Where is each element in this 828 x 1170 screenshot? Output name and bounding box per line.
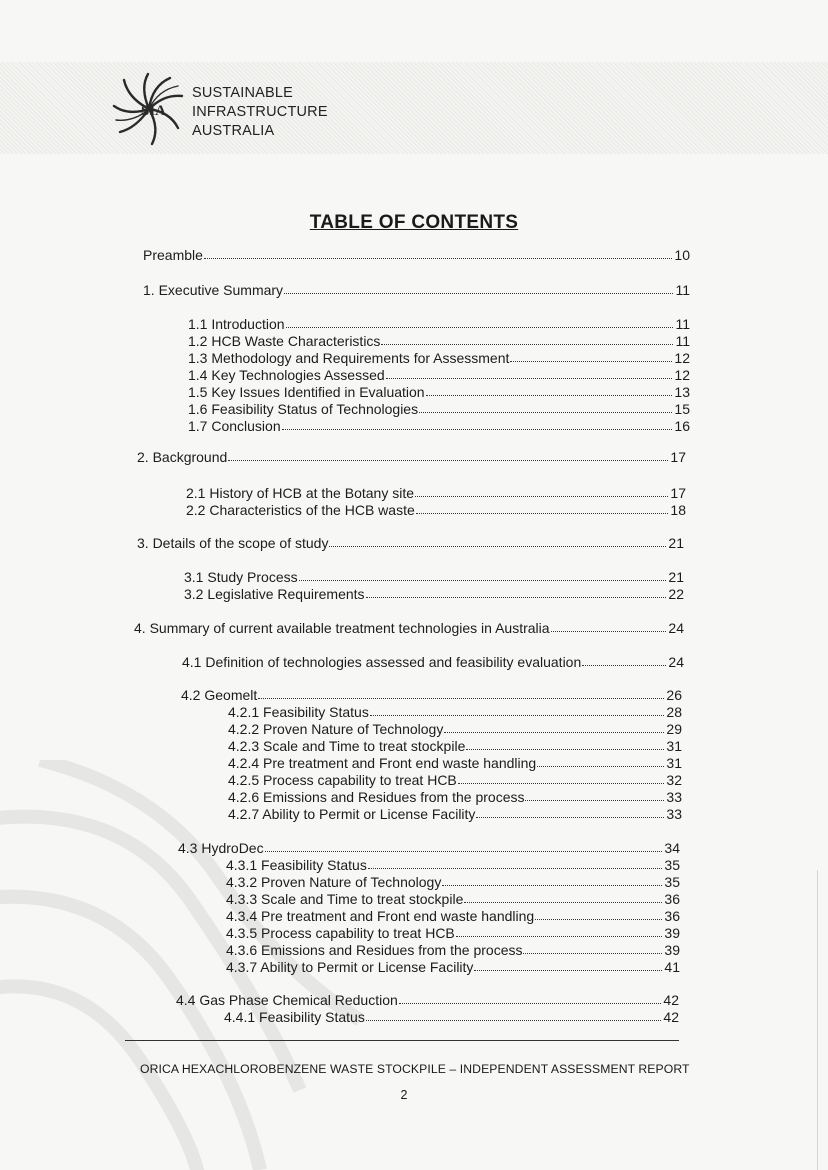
toc-entry-page: 35: [664, 874, 680, 890]
toc-leader-dots: [370, 714, 665, 716]
toc-entry: [137, 449, 686, 465]
toc-entry-label: 4.1 Definition of technologies assessed and feasibility evaluation: [182, 654, 582, 670]
toc-leader-dots: [368, 867, 663, 869]
toc-leader-dots: [366, 596, 667, 598]
toc-entry-label: 1.5 Key Issues Identified in Evaluation: [188, 384, 425, 400]
toc-entry-page: 11: [675, 316, 690, 332]
toc-entry-label: 3. Details of the scope of study: [137, 535, 329, 551]
toc-entry-label: 1.2 HCB Waste Characteristics: [188, 333, 381, 349]
toc-entry: [143, 282, 690, 298]
report-title-footer: ORICA HEXACHLOROBENZENE WASTE STOCKPILE – INDEPENDENT ASSESSMENT REPORT: [140, 1062, 690, 1076]
toc-entry-page: 24: [668, 654, 684, 670]
toc-entry: [186, 485, 686, 501]
toc-entry-label: Preamble: [143, 247, 203, 263]
toc-entry-page: 39: [664, 942, 680, 958]
toc-entry: [184, 586, 684, 602]
toc-entry: [188, 367, 690, 383]
toc-entry-label: 2.1 History of HCB at the Botany site: [186, 485, 414, 501]
toc-leader-dots: [456, 935, 663, 937]
toc-entry: [228, 738, 682, 754]
toc-entry-label: 1.6 Feasibility Status of Technologies: [188, 401, 419, 417]
toc-entry-label: 1.4 Key Technologies Assessed: [188, 367, 385, 383]
toc-entry-page: 33: [666, 806, 682, 822]
toc-leader-dots: [535, 918, 662, 920]
toc-entry-page: 16: [674, 418, 690, 434]
toc-entry: [134, 620, 684, 636]
toc-leader-dots: [415, 495, 668, 497]
toc-leader-dots: [299, 579, 667, 581]
toc-entry: [137, 535, 684, 551]
toc-entry-page: 17: [670, 449, 686, 465]
toc-leader-dots: [366, 1019, 662, 1021]
toc-entry: [186, 502, 686, 518]
toc-entry-label: 4.2 Geomelt: [181, 687, 258, 703]
toc-entry-label: 2. Background: [137, 449, 228, 465]
toc-entry-page: 34: [664, 840, 680, 856]
toc-entry: [184, 569, 684, 585]
toc-entry: [226, 891, 680, 907]
toc-entry-label: 4.3.5 Process capability to treat HCB: [226, 925, 455, 941]
toc-leader-dots: [284, 292, 673, 294]
toc-leader-dots: [442, 884, 662, 886]
toc-entry: [188, 401, 690, 417]
toc-entry-page: 24: [668, 620, 684, 636]
toc-entry-label: 4.2.4 Pre treatment and Front end waste handling: [228, 755, 537, 771]
toc-entry-label: 4.3.4 Pre treatment and Front end waste handling: [226, 908, 535, 924]
org-name-line-2: INFRASTRUCTURE: [192, 104, 328, 120]
toc-entry-page: 26: [666, 687, 682, 703]
toc-entry-page: 21: [668, 535, 684, 551]
toc-entry: [188, 350, 690, 366]
toc-entry: [182, 654, 684, 670]
toc-leader-dots: [582, 664, 666, 666]
toc-entry: [228, 755, 682, 771]
sia-swirl-logo-icon: [112, 72, 186, 146]
toc-entry: [226, 908, 680, 924]
toc-entry-page: 31: [666, 738, 682, 754]
toc-entry: [226, 959, 680, 975]
toc-entry-page: 13: [674, 384, 690, 400]
toc-entry: [178, 840, 680, 856]
toc-entry: [181, 687, 682, 703]
toc-entry-page: 21: [668, 569, 684, 585]
toc-entry-page: 36: [664, 908, 680, 924]
toc-entry-label: 2.2 Characteristics of the HCB waste: [186, 502, 415, 518]
toc-leader-dots: [228, 459, 668, 461]
toc-entry-label: 4.3.1 Feasibility Status: [226, 857, 367, 873]
toc-leader-dots: [265, 850, 663, 852]
toc-entry-page: 22: [668, 586, 684, 602]
page-number: 2: [400, 1088, 408, 1102]
toc-entry: [176, 992, 679, 1008]
toc-entry-page: 12: [674, 367, 690, 383]
toc-entry-label: 4.3.6 Emissions and Residues from the process: [226, 942, 523, 958]
toc-leader-dots: [426, 394, 673, 396]
toc-entry-page: 33: [666, 789, 682, 805]
toc-entry: [188, 384, 690, 400]
toc-leader-dots: [282, 428, 673, 430]
toc-entry-label: 4.3 HydroDec: [178, 840, 264, 856]
toc-entry: [226, 874, 680, 890]
toc-entry-label: 4.2.7 Ability to Permit or License Facility: [228, 806, 476, 822]
footer-rule: [125, 1040, 679, 1041]
org-name-line-3: AUSTRALIA: [192, 123, 275, 139]
toc-entry: [188, 333, 690, 349]
toc-leader-dots: [474, 969, 662, 971]
toc-entry-label: 4.2.2 Proven Nature of Technology: [228, 721, 444, 737]
toc-leader-dots: [466, 748, 664, 750]
toc-entry-label: 4.2.3 Scale and Time to treat stockpile: [228, 738, 466, 754]
scan-edge-line: [817, 870, 818, 1170]
toc-entry-label: 4.3.2 Proven Nature of Technology: [226, 874, 442, 890]
toc-entry-page: 42: [663, 1009, 679, 1025]
toc-entry-label: 4.3.7 Ability to Permit or License Facility: [226, 959, 474, 975]
toc-entry: [226, 925, 680, 941]
toc-entry-label: 4.4.1 Feasibility Status: [224, 1009, 365, 1025]
toc-entry-page: 32: [666, 772, 682, 788]
toc-entry: [224, 1009, 679, 1025]
toc-leader-dots: [258, 697, 664, 699]
toc-leader-dots: [537, 765, 664, 767]
toc-entry: [228, 806, 682, 822]
toc-entry-label: 4.2.5 Process capability to treat HCB: [228, 772, 457, 788]
toc-leader-dots: [419, 411, 672, 413]
toc-entry: [226, 942, 680, 958]
toc-leader-dots: [523, 952, 662, 954]
toc-title: TABLE OF CONTENTS: [309, 212, 519, 233]
toc-entry-label: 3.2 Legislative Requirements: [184, 586, 365, 602]
toc-entry-label: 1.1 Introduction: [188, 316, 285, 332]
toc-leader-dots: [464, 901, 662, 903]
toc-leader-dots: [444, 731, 664, 733]
toc-entry-page: 42: [663, 992, 679, 1008]
toc-entry: [188, 316, 690, 332]
toc-entry-label: 1. Executive Summary: [143, 282, 284, 298]
toc-leader-dots: [381, 343, 673, 345]
toc-entry-page: 41: [664, 959, 680, 975]
toc-leader-dots: [399, 1002, 662, 1004]
toc-entry-label: 1.3 Methodology and Requirements for Assessment: [188, 350, 510, 366]
toc-leader-dots: [458, 782, 665, 784]
toc-entry-label: 4.2.6 Emissions and Residues from the process: [228, 789, 525, 805]
toc-entry-page: 15: [674, 401, 690, 417]
toc-entry-page: 18: [670, 502, 686, 518]
toc-entry-page: 29: [666, 721, 682, 737]
toc-leader-dots: [204, 257, 673, 259]
toc-entry-page: 36: [664, 891, 680, 907]
toc-entry: [228, 721, 682, 737]
toc-leader-dots: [476, 816, 664, 818]
toc-leader-dots: [286, 326, 674, 328]
toc-entry: [228, 772, 682, 788]
toc-entry-label: 4.4 Gas Phase Chemical Reduction: [176, 992, 398, 1008]
toc-entry: [226, 857, 680, 873]
toc-entry-page: 39: [664, 925, 680, 941]
toc-entry-page: 31: [666, 755, 682, 771]
toc-entry-page: 12: [674, 350, 690, 366]
toc-entry-label: 4. Summary of current available treatment technologies in Australia: [134, 620, 550, 636]
toc-entry-page: 11: [675, 282, 690, 298]
toc-entry: [188, 418, 690, 434]
toc-entry: [228, 704, 682, 720]
toc-entry-page: 28: [666, 704, 682, 720]
toc-leader-dots: [525, 799, 664, 801]
toc-entry-label: 1.7 Conclusion: [188, 418, 281, 434]
organization-name: [192, 84, 328, 141]
toc-entry-label: 3.1 Study Process: [184, 569, 298, 585]
toc-entry: [143, 247, 690, 263]
toc-leader-dots: [551, 630, 667, 632]
toc-entry-page: 35: [664, 857, 680, 873]
toc-entry-label: 4.2.1 Feasibility Status: [228, 704, 369, 720]
toc-leader-dots: [329, 545, 666, 547]
toc-leader-dots: [386, 377, 673, 379]
toc-entry-page: 11: [675, 333, 690, 349]
org-name-line-1: SUSTAINABLE: [192, 85, 294, 101]
toc-leader-dots: [416, 512, 669, 514]
toc-entry-page: 17: [670, 485, 686, 501]
svg-text:SIA: SIA: [141, 103, 167, 119]
toc-entry-page: 10: [674, 247, 690, 263]
toc-entry-label: 4.3.3 Scale and Time to treat stockpile: [226, 891, 464, 907]
toc-leader-dots: [510, 360, 672, 362]
toc-entry: [228, 789, 682, 805]
